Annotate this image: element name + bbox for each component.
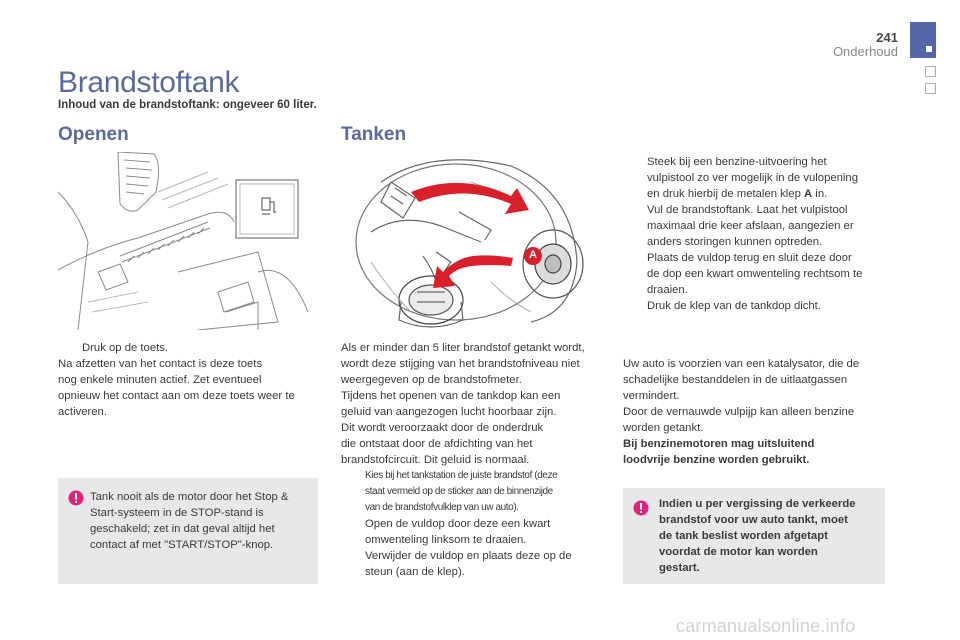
openen-line-2: nog enkele minuten actief. Zet eventueel: [58, 374, 262, 386]
right-bullet-3-line-2: de dop een kwart omwenteling rechtsom te: [647, 268, 863, 280]
right-bullet-3-line-3: draaien.: [647, 284, 688, 296]
marker-a-label: A: [529, 249, 537, 261]
tanken-bullet-1-line-1: Kies bij het tankstation de juiste brandstof (deze: [365, 470, 558, 481]
dashboard-illustration-drawing: [58, 152, 318, 330]
openen-warning-line-3: geschakeld; zet in dat geval altijd het: [90, 523, 275, 535]
right-bullet-3-line-1: Plaats de vuldop terug en sluit deze door: [647, 252, 852, 264]
tanken-intro-7: die ontstaat door de afdichting van het: [341, 438, 533, 450]
tanken-warning-box: [623, 488, 885, 584]
unleaded-line-2: loodvrije benzine worden gebruikt.: [623, 454, 810, 466]
heading-tanken: Tanken: [341, 124, 407, 145]
right-bullet-2-line-3: anders storingen kunnen optreden.: [647, 236, 823, 248]
dashboard-button-illustration: [58, 152, 318, 330]
right-bullet-2: [623, 202, 891, 250]
openen-line-4: activeren.: [58, 406, 107, 418]
right-bullet-1-line-1: Steek bij een benzine-uitvoering het: [647, 156, 827, 168]
page-title: Brandstoftank: [58, 66, 240, 99]
openen-warning-box: [58, 478, 318, 584]
tanken-warning-line-1: Indien u per vergissing de verkeerde: [659, 498, 856, 510]
catalyst-line-2: schadelijke bestanddelen in de uitlaatgassen: [623, 374, 848, 386]
openen-text: [58, 340, 320, 420]
valve-a-label: A: [804, 188, 813, 200]
fuel-cap-drawing: [341, 152, 601, 330]
tanken-warning-line-2: brandstof voor uw auto tankt, moet: [659, 514, 848, 526]
tanken-intro-4: Tijdens het openen van de tankdop kan een: [341, 390, 561, 402]
chapter-tab-marker: [926, 46, 932, 52]
tanken-bullet-2-line-1: Open de vuldop door deze een kwart: [365, 518, 551, 530]
tanken-bullet-1-line-2: staat vermeld op de sticker aan de binnenzijde: [365, 486, 553, 497]
tanken-warning-line-5: gestart.: [659, 562, 700, 574]
tanken-warning-line-4: voordat de motor kan worden: [659, 546, 818, 558]
openen-bullet-text: Druk op de toets.: [82, 342, 169, 354]
openen-line-3: opnieuw het contact aan om deze toets weer te: [58, 390, 295, 402]
openen-bullet: [58, 340, 320, 356]
tanken-text: [341, 340, 609, 580]
warning-icon: [68, 490, 84, 506]
page-subtitle: Inhoud van de brandstoftank: ongeveer 60 liter.: [58, 99, 317, 111]
openen-line-1: Na afzetten van het contact is deze toets: [58, 358, 263, 370]
tanken-bullet-1-line-3: van de brandstofvulklep van uw auto).: [365, 502, 519, 513]
right-bullet-3: [623, 250, 891, 298]
watermark-footer[interactable]: carmanualsonline.info: [676, 616, 856, 636]
catalyst-line-3: vermindert.: [623, 390, 680, 402]
right-bullet-4-line-1: Druk de klep van de tankdop dicht.: [647, 300, 821, 312]
tanken-intro-2: wordt deze stijging van het brandstofniveau niet: [341, 358, 580, 370]
nav-box-1[interactable]: [925, 66, 936, 77]
right-bullet-1-line-3: [647, 186, 891, 202]
tanken-bullet-3-line-1: Verwijder de vuldop en plaats deze op de: [365, 550, 572, 562]
right-bullet-1-text-b: in.: [812, 188, 828, 200]
tanken-bullet-3: [341, 548, 609, 580]
unleaded-line-1: Bij benzinemotoren mag uitsluitend: [623, 438, 815, 450]
right-bullets: [623, 154, 891, 314]
tanken-bullet-2: [341, 516, 609, 548]
tanken-warning-line-3: de tank beslist worden afgetapt: [659, 530, 828, 542]
right-bullet-2-line-2: maximaal drie keer afslaan, aangezien er: [647, 220, 854, 232]
tanken-bullet-3-line-2: steun (aan de klep).: [365, 566, 465, 578]
tanken-intro-6: Dit wordt veroorzaakt door de onderdruk: [341, 422, 544, 434]
page-number: 241: [876, 30, 898, 45]
right-bullet-1-line-2: vulpistool zo ver mogelijk in de vulopening: [647, 172, 858, 184]
right-bullet-2-line-1: Vul de brandstoftank. Laat het vulpistool: [647, 204, 848, 216]
right-bullet-1-text-a: en druk hierbij de metalen klep: [647, 188, 804, 200]
catalyst-paragraph: [623, 356, 891, 468]
openen-warning-line-1: Tank nooit als de motor door het Stop &: [90, 491, 289, 503]
right-bullet-4: [623, 298, 891, 314]
fuel-cap-illustration: [341, 152, 601, 330]
warning-icon: [633, 500, 649, 516]
tanken-bullet-1: [341, 468, 609, 516]
chapter-tab[interactable]: [910, 22, 936, 58]
tanken-bullet-2-line-2: omwenteling linksom te draaien.: [365, 534, 527, 546]
openen-warning-line-4: contact af met "START/STOP"-knop.: [90, 539, 274, 551]
tanken-intro-3: weergegeven op de brandstofmeter.: [341, 374, 522, 386]
nav-box-2[interactable]: [925, 83, 936, 94]
catalyst-line-1: Uw auto is voorzien van een katalysator, die de: [623, 358, 860, 370]
tanken-intro-8: brandstofcircuit. Dit geluid is normaal.: [341, 454, 530, 466]
tanken-intro-5: geluid van aangezogen lucht hoorbaar zijn.: [341, 406, 557, 418]
heading-openen: Openen: [58, 124, 129, 145]
section-name: Onderhoud: [832, 44, 898, 59]
tanken-intro-1: Als er minder dan 5 liter brandstof getankt wordt,: [341, 342, 585, 354]
catalyst-line-4: Door de vernauwde vulpijp kan alleen benzine: [623, 406, 855, 418]
openen-warning-line-2: Start-systeem in de STOP-stand is: [90, 507, 264, 519]
right-bullet-1: [623, 154, 891, 202]
catalyst-line-5: worden getankt.: [623, 422, 704, 434]
